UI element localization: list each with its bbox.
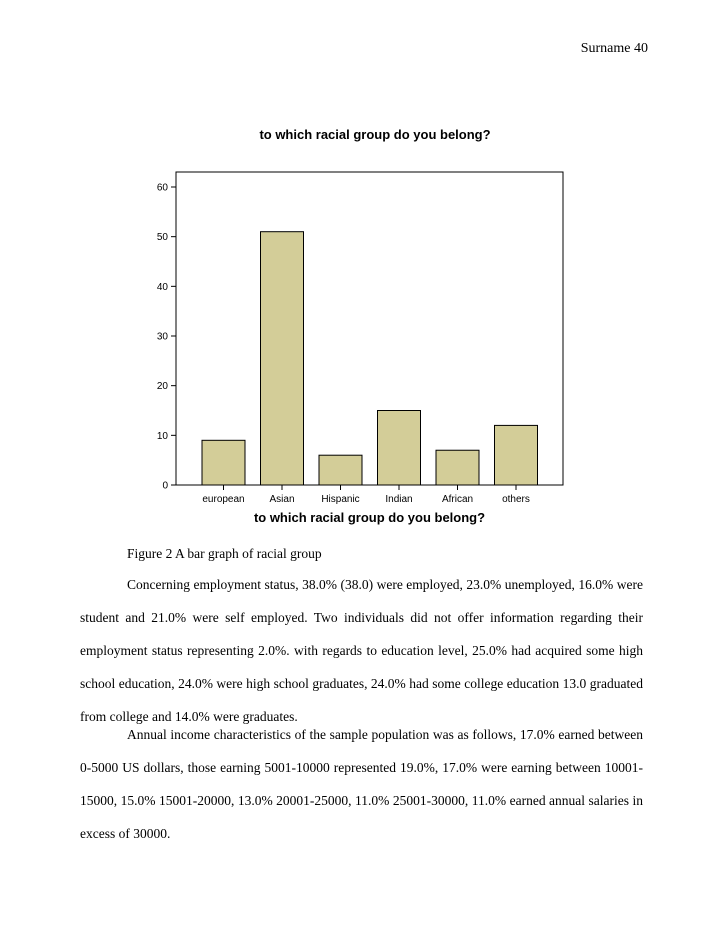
y-tick-label: 30 bbox=[156, 331, 168, 343]
y-tick-label: 50 bbox=[156, 232, 168, 244]
y-tick-label: 60 bbox=[156, 182, 168, 194]
bar-others bbox=[495, 425, 538, 485]
paragraph-employment: Concerning employment status, 38.0% (38.0) were employed, 23.0% unemployed, 16.0% were student and 21.0% were self employed. Two individuals did not offer information regarding their employment status representing 2.0%. with regards to education level, 25.0% had acquired some high school education, 24.0% were high school graduates, 24.0% had some college education 13.0 graduated from college and 14.0% were graduates. bbox=[80, 577, 643, 724]
bar-indian bbox=[378, 411, 421, 486]
x-tick-label: others bbox=[502, 494, 530, 505]
paragraph-income: Annual income characteristics of the sample population was as follows, 17.0% earned between 0-5000 US dollars, those earning 5001-10000 represented 19.0%, 17.0% were earning between 10001-15000, 15.0% 15001-20000, 13.0% 20001-25000, 11.0% 25001-30000, 11.0% earned annual salaries in excess of 30000. bbox=[80, 727, 643, 841]
x-tick-label: european bbox=[202, 494, 245, 505]
bar-asian bbox=[261, 232, 304, 485]
figure-caption: Figure 2 A bar graph of racial group bbox=[127, 546, 322, 561]
bar-hispanic bbox=[319, 455, 362, 485]
bar-european bbox=[202, 440, 245, 485]
x-tick-label: Asian bbox=[269, 494, 295, 505]
x-axis-label: to which racial group do you belong? bbox=[253, 510, 486, 525]
chart-title: to which racial group do you belong? bbox=[259, 127, 491, 142]
y-tick-label: 10 bbox=[156, 430, 168, 442]
y-tick-label: 0 bbox=[162, 480, 168, 492]
running-head: Surname 40 bbox=[580, 41, 648, 56]
y-tick-label: 20 bbox=[156, 381, 168, 393]
y-tick-label: 40 bbox=[156, 281, 168, 293]
x-tick-label: Indian bbox=[385, 494, 413, 505]
x-tick-label: Hispanic bbox=[321, 494, 360, 505]
bar-african bbox=[436, 450, 479, 485]
x-tick-label: African bbox=[441, 494, 474, 505]
